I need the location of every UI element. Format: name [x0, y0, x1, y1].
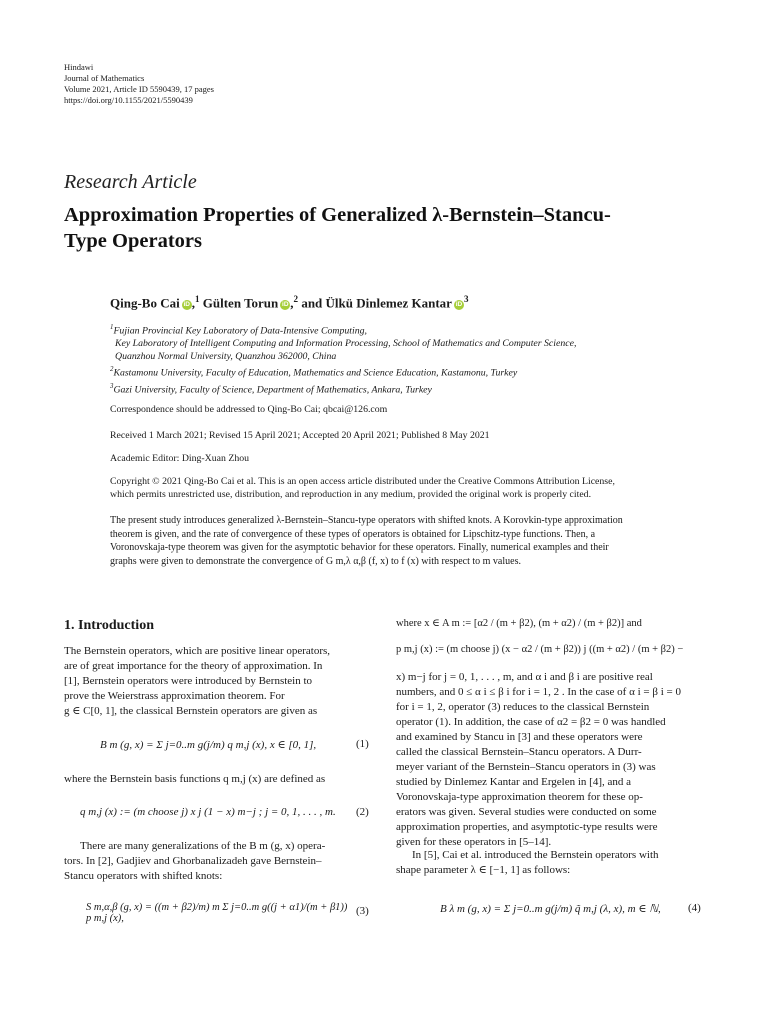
orcid-icon[interactable]: iD [183, 301, 190, 309]
page-title [64, 202, 611, 254]
equation-1: B m (g, x) = Σ j=0..m g(j/m) q m,j (x), x ∈ [0, 1], [100, 739, 317, 751]
orcid-icon[interactable]: iD [282, 301, 289, 309]
equation-number: (4) [688, 902, 701, 914]
equation-4: B λ m (g, x) = Σ j=0..m g(j/m) q̃ m,j (λ, x), m ∈ ℕ, [440, 903, 661, 915]
affiliation: $^3$Gazi University, Faculty of Science, Department of Mathematics, Ankara, Turkey [110, 382, 432, 395]
publisher: Hindawi [64, 62, 94, 72]
author-name[interactable]: Ülkü Dinlemez Kantar [325, 295, 452, 311]
equation-number: (2) [356, 806, 369, 818]
author-separator: and [301, 295, 323, 311]
affiliation: Quanzhou Normal University, Quanzhou 362000, China [115, 351, 337, 363]
right-column-paragraph: x) m−j for j = 0, 1, . . . , m, and α i and β i are positive real numbers, and 0 ≤ α i ≤ β i for i = 1, 2 . In the case of α i = β i = 0 for i = 1, 2, operator (3) reduces to the classical Bernstein operator (1). In addition, the case of α2 = β2 = 0 was handled and examined by Stancu in [3] and these operators were called the classical Bernstein–Stancu operators. A Durr- meyer variant of the Bernstein–Stancu operators in (3) was studied by Dinlemez Kantar and Ergelen in [4], and a Voronovskaja-type approximation theorem for these op- erators was given. Several studies were conducted on some approximation properties, and asymptotic-type results were given for these operators in [5–14]. [396, 671, 681, 848]
copyright: Copyright © 2021 Qing-Bo Cai et al. This is an open access article distributed under the Creative Commons Attribution License, which permits unrestricted use, distribution, and reproduction in any medium, provided the original work is properly cited. [110, 476, 615, 500]
author-separator: , [290, 295, 294, 311]
journal-name: Journal of Mathematics [64, 73, 145, 83]
where-line: where x ∈ A m := [α2 / (m + β2), (m + α2) / (m + β2)] and [396, 618, 642, 629]
publication-dates: Received 1 March 2021; Revised 15 April 2021; Accepted 20 April 2021; Published 8 May 2021 [110, 430, 490, 441]
body-text: where the Bernstein basis functions q m,j (x) are defined as [64, 773, 326, 785]
equation-2: q m,j (x) := (m choose j) x j (1 − x) m−j ; j = 0, 1, . . . , m. [80, 806, 336, 818]
title-line-1: Approximation Properties of Generalized λ-Bernstein–Stancu- [64, 204, 611, 226]
right-column-paragraph: In [5], Cai et al. introduced the Bernstein operators with shape parameter λ ∈ [−1, 1] as follows: [396, 849, 659, 876]
affiliation: Key Laboratory of Intelligent Computing and Information Processing, School of Mathematics and Computer Science, [115, 338, 577, 350]
affiliation: $^1$Fujian Provincial Key Laboratory of Data-Intensive Computing, [110, 324, 367, 337]
article-type: Research Article [64, 171, 197, 193]
equation-number: (3) [356, 905, 369, 917]
equation-3: S m,α,β (g, x) = ((m + β2)/m) m Σ j=0..m g((j + α1)/(m + β1)) p m,j (x), [86, 902, 348, 924]
author-name[interactable]: Gülten Torun [202, 295, 279, 311]
affiliations [110, 321, 710, 396]
abstract: The present study introduces generalized λ-Bernstein–Stancu-type operators with shifted knots. A Korovkin-type approximation theorem is given, and the rate of convergence of these types of operators is obtained for Lipschitz-type functions. Then, a Voronovskaja-type theorem was given for the asymptotic behavior for these operators. Finally, numerical examples and their graphs were given to demonstrate the convergence of G m,λ α,β (f, x) to f (x) with respect to m values. [110, 515, 623, 567]
volume-info: Volume 2021, Article ID 5590439, 17 pages [64, 84, 214, 94]
author-name[interactable]: Qing-Bo Cai [110, 295, 180, 311]
author-affil-sup: 1 [194, 294, 200, 304]
author-affil-sup: 2 [293, 294, 299, 304]
left-column-paragraph: There are many generalizations of the B m (g, x) opera- tors. In [2], Gadjiev and Ghorbanalizadeh gave Bernstein– Stancu operators with shifted knots: [64, 840, 326, 882]
author-list [110, 294, 670, 311]
author-separator: , [191, 295, 195, 311]
left-column-paragraph: The Bernstein operators, which are positive linear operators, are of great importance for the theory of approximation. In [1], Bernstein operators were introduced by Bernstein to prove the Weierstrass approximation theorem. For g ∈ C[0, 1], the classical Bernstein operators are given as [64, 645, 331, 717]
section-heading: 1. Introduction [64, 618, 154, 633]
equation-number: (1) [356, 738, 369, 750]
correspondence: Correspondence should be addressed to Qing-Bo Cai; qbcai@126.com [110, 404, 388, 415]
doi-link[interactable]: https://doi.org/10.1155/2021/5590439 [64, 95, 193, 105]
orcid-icon[interactable]: iD [455, 301, 463, 309]
author-affil-sup: 3 [463, 294, 469, 304]
academic-editor: Academic Editor: Ding-Xuan Zhou [110, 453, 250, 464]
title-line-2: Type Operators [64, 230, 202, 252]
affiliation: $^2$Kastamonu University, Faculty of Education, Mathematics and Science Education, Kastamonu, Turkey [110, 366, 518, 379]
basis-definition: p m,j (x) := (m choose j) (x − α2 / (m + β2)) j ((m + α2) / (m + β2) − [396, 644, 684, 655]
